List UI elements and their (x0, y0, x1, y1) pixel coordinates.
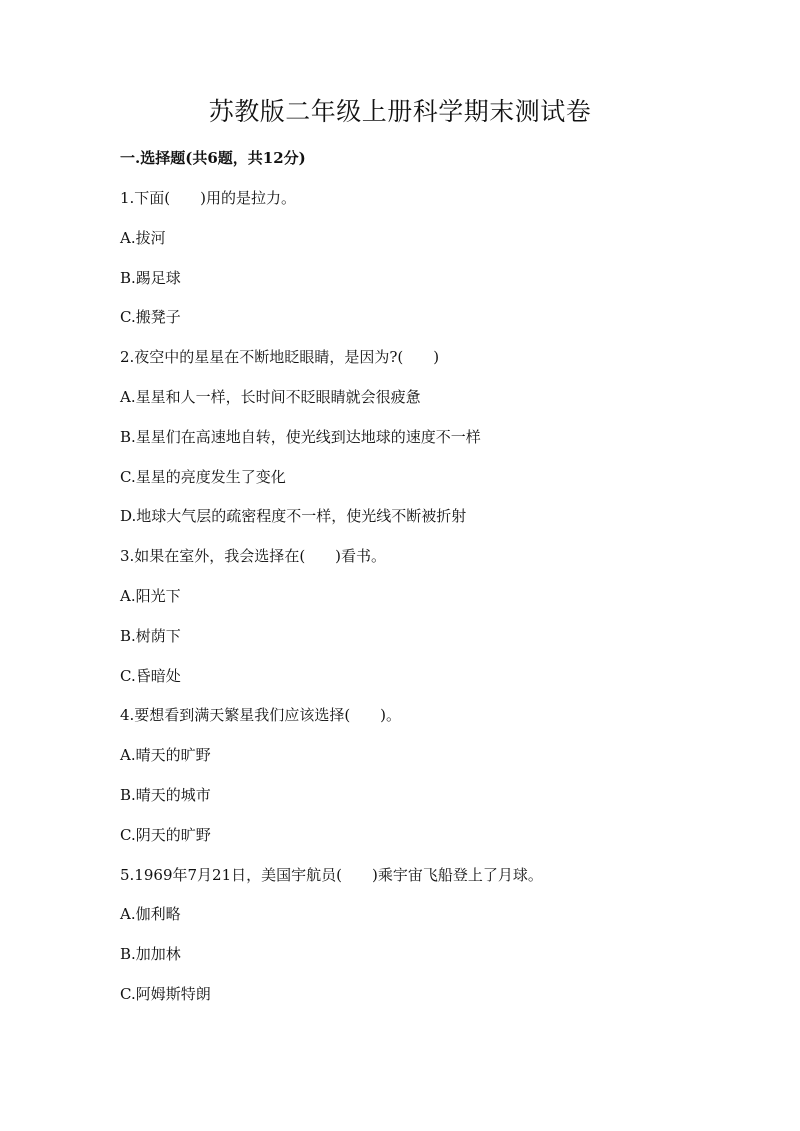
question-3-stem: 3.如果在室外，我会选择在( )看书。 (120, 547, 387, 566)
question-1-option-b: B.踢足球 (120, 268, 181, 287)
question-2-option-b: B.星星们在高速地自转，使光线到达地球的速度不一样 (120, 427, 481, 446)
question-2-stem: 2.夜空中的星星在不断地眨眼睛，是因为?( ) (120, 348, 440, 367)
question-4-option-c: C.阴天的旷野 (120, 825, 211, 844)
question-4-stem: 4.要想看到满天繁星我们应该选择( )。 (120, 706, 402, 725)
question-1-option-c: C.搬凳子 (120, 308, 181, 327)
question-4-option-b: B.晴天的城市 (120, 785, 211, 804)
page-title: 苏教版二年级上册科学期末测试卷 (208, 97, 592, 126)
question-4-option-a: A.晴天的旷野 (120, 746, 211, 765)
question-5-option-c: C.阿姆斯特朗 (120, 984, 211, 1003)
section-heading: 一.选择题(共6题，共12分) (120, 149, 306, 167)
question-2-option-d: D.地球大气层的疏密程度不一样，使光线不断被折射 (120, 507, 467, 526)
question-3-option-c: C.昏暗处 (120, 666, 181, 685)
question-1-option-a: A.拔河 (120, 228, 166, 247)
question-3-option-a: A.阳光下 (120, 586, 181, 605)
question-2-option-a: A.星星和人一样，长时间不眨眼睛就会很疲惫 (120, 387, 421, 406)
question-1-stem: 1.下面( )用的是拉力。 (120, 189, 297, 207)
question-5-option-b: B.加加林 (120, 945, 181, 964)
question-5-stem: 5.1969年7月21日，美国宇航员( )乘宇宙飞船登上了月球。 (120, 865, 543, 884)
question-3-option-b: B.树荫下 (120, 626, 181, 645)
question-list (120, 187, 740, 1023)
question-2-option-c: C.星星的亮度发生了变化 (120, 467, 286, 486)
question-5-option-a: A.伽利略 (120, 905, 181, 924)
